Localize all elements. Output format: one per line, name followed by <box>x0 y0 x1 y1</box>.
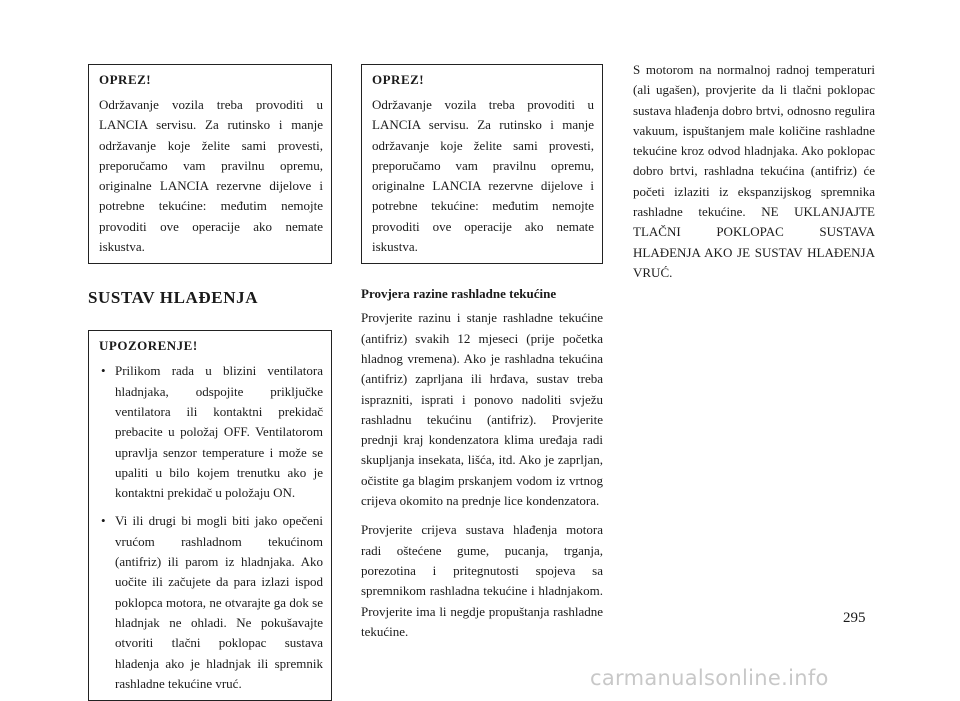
warning-list <box>99 361 323 694</box>
caution-box <box>361 64 603 264</box>
body-text <box>633 60 875 283</box>
page-number: 295 <box>843 610 866 626</box>
warning-item <box>99 361 323 503</box>
caution-text: Održavanje vozila treba provoditi u LANCIA servisu. Za rutinsko i manje održavanje koje želite sami provesti, preporučamo vam pravilnu opremu, originalne LANCIA rezervne dijelove i potrebne tekućine: međutim nemojte provoditi ove operacije ako nemate iskustva. <box>372 97 594 255</box>
caution-box <box>88 64 332 264</box>
column-middle <box>361 64 603 642</box>
paragraph: S motorom na normalnoj radnoj temperaturi (ali ugašen), provjerite da li tlačni poklopac sustava hlađenja dobro brtvi, odnosno regulira vakuum, ispuštanjem male količine rashladne tekućine kroz odvod hladnjaka. Ako poklopac dobro brtvi, rashladna tekućina (antifriz) će početi izlaziti iz ekspanzijskog spremnika rashladne tekućine. NE UKLANJAJTE TLAČNI POKLOPAC SUSTAVA HLAĐENJA AKO JE SUSTAV HLAĐENJA VRUĆ. <box>633 62 875 280</box>
subheading: Provjera razine rashladne tekućine <box>361 286 557 302</box>
bullet-icon: • <box>101 363 106 379</box>
warning-item-text: Vi ili drugi bi mogli biti jako opečeni vrućom rashladnom tekućinom (antifriz) ili parom iz hladnjaka. Ako uočite ili začujete da para izlazi ispod poklopca motora, ne otvarajte ga dok se hladnjak ne ohladi. Ne pokušavajte otvoriti tlačni poklopac sustava hladenja ako je hladnjak ili spremnik rashladne tekućine vruć. <box>115 513 323 691</box>
column-left <box>88 64 332 701</box>
paragraph: Provjerite crijeva sustava hlađenja motora radi oštećene gume, pucanja, trganja, porezotina i pritegnutosti spojeva sa spremnikom rashladna tekućine i hladnjakom. Provjerite ima li negdje propuštanja rashladne tekućine. <box>361 522 603 639</box>
watermark: carmanualsonline.info <box>590 666 829 690</box>
warning-item <box>99 511 323 694</box>
paragraph: Provjerite razinu i stanje rashladne tekućine (antifriz) svakih 12 mjeseci (prije početka hladnog vremena). Ako je rashladna tekućina (antifriz) zaprljana ili hrđava, sustav treba isprazniti, isprati i ponovo nadoliti svježu rashladnu tekućinu (antifriz). Provjerite prednji kraj kondenzatora klima uređaja radi skupljanja insekata, lišća, itd. Ako je zaprljan, očistite ga blagim prskanjem vodom iz vrtnog crijeva okomito na prednje lice kondenzatora. <box>361 310 603 509</box>
caution-text: Održavanje vozila treba provoditi u LANCIA servisu. Za rutinsko i manje održavanje koje želite sami provesti, preporučamo vam pravilnu opremu, originalne LANCIA rezervne dijelove i potrebne tekućine: međutim nemojte provoditi ove operacije ako nemate iskustva. <box>99 97 323 255</box>
body-text <box>361 308 603 642</box>
caution-title: OPREZ! <box>99 72 152 87</box>
section-title: SUSTAV HLAĐENJA <box>88 288 259 308</box>
warning-title: UPOZORENJE! <box>99 338 198 354</box>
column-right <box>633 64 875 283</box>
bullet-icon: • <box>101 513 106 529</box>
warning-item-text: Prilikom rada u blizini ventilatora hladnjaka, odspojite priključke ventilatora ili kontaktni prekidač prebacite u položaj OFF. Ventilatorom upravlja senzor temperature i može se upaliti u bilo kojem trenutku ako je kontaktni prekidač u položaju ON. <box>115 363 323 501</box>
warning-box <box>88 330 332 701</box>
caution-title: OPREZ! <box>372 72 425 87</box>
